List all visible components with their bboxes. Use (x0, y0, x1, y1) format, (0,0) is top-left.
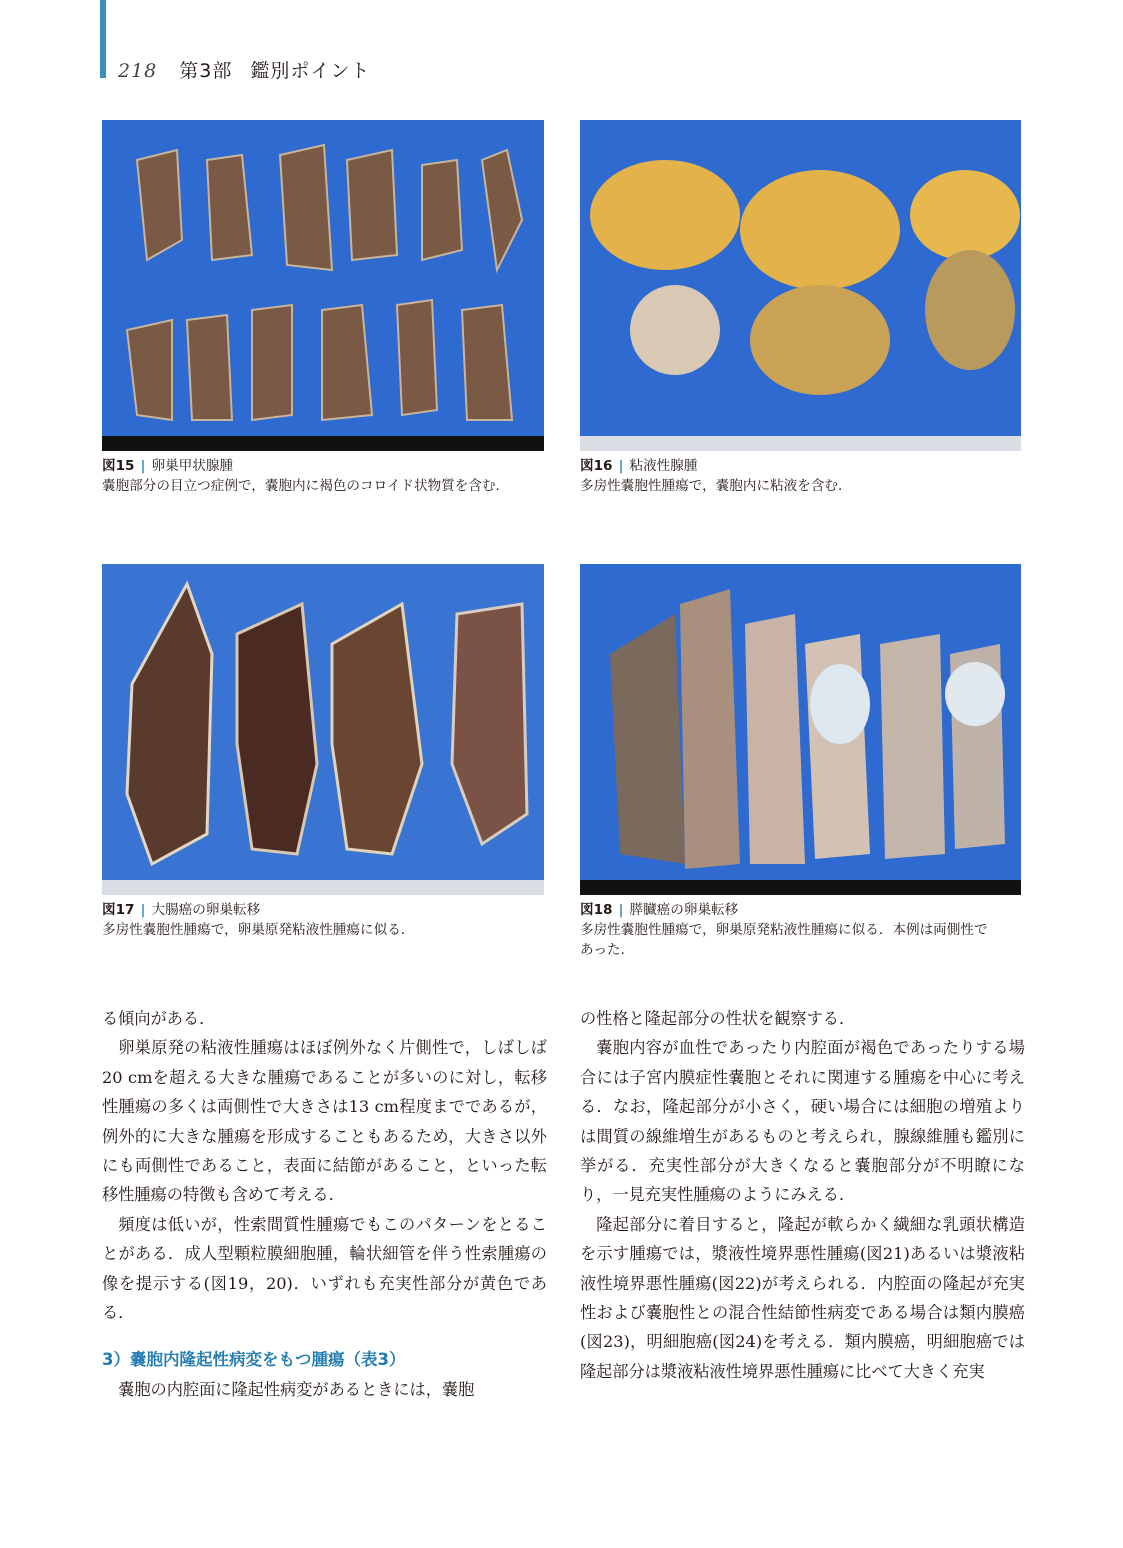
colon-metastasis-image (102, 564, 544, 895)
figure-15 (102, 120, 544, 500)
figure-18-desc-line2: あった． (580, 942, 635, 958)
figure-18-caption: 図18 | 膵臓癌の卵巣転移 多房性嚢胞性腫瘍で，卵巣原発粘液性腫瘍に似る．本例は両側性で あった． (580, 902, 988, 958)
section-heading: 3）嚢胞内隆起性病変をもつ腫瘍（表3） (102, 1350, 406, 1370)
figure-17-title: 大腸癌の卵巣転移 (151, 902, 261, 918)
figure-17-photo (102, 564, 544, 895)
left-paragraph-3: 頻度は低いが，性索間質性腫瘍でもこのパターンをとることがある．成人型顆粒膜細胞腫，輪状細管を伴う性索腫瘍の像を提示する(図19，20)．いずれも充実性部分が黄色である． (102, 1214, 547, 1323)
figure-16-label: 図16 (580, 458, 613, 474)
right-paragraph-3: 隆起部分に着目すると，隆起が軟らかく繊細な乳頭状構造を示す腫瘍では，漿液性境界悪性腫瘍(図21)あるいは漿液粘液性境界悪性腫瘍(図22)が考えられる．内腔面の隆起が充実性および嚢胞性との混合性結節性病変である場合は類内膜癌(図23)，明細胞癌(図24)を考える．類内膜癌，明細胞癌では隆起部分は漿液粘液性境界悪性腫瘍に比べて大きく充実 (580, 1214, 1025, 1381)
thyroid-specimen-image (102, 120, 544, 451)
figure-16-photo (580, 120, 1021, 451)
figure-15-title: 卵巣甲状腺腫 (151, 458, 234, 474)
figure-16-desc: 多房性嚢胞性腫瘍で，嚢胞内に粘液を含む． (580, 478, 852, 494)
figure-17-ruler (102, 880, 544, 895)
figure-16 (580, 120, 1021, 500)
figure-15-ruler (102, 436, 544, 451)
figure-16-ruler (580, 436, 1021, 451)
left-column (102, 1004, 547, 1404)
figure-17-label: 図17 (102, 902, 135, 918)
figure-18-desc-line1: 多房性嚢胞性腫瘍で，卵巣原発粘液性腫瘍に似る．本例は両側性で (580, 922, 988, 938)
left-paragraph-2: 卵巣原発の粘液性腫瘍はほぼ例外なく片側性で，しばしば20 cmを超える大きな腫瘍であることが多いのに対し，転移性腫瘍の多くは両側性で大きさは13 cm程度までであるが，例外的に大きな腫瘍を形成することもあるため，大きさ以外にも両側性であること，表面に結節があること，といった転移性腫瘍の特徴も含めて考える． (102, 1038, 547, 1205)
accent-bar (100, 0, 106, 78)
figure-15-desc: 嚢胞部分の目立つ症例で，嚢胞内に褐色のコロイド状物質を含む． (102, 478, 510, 494)
page-number: 218 (118, 60, 158, 82)
right-column (580, 1004, 1025, 1386)
figure-15-label: 図15 (102, 458, 135, 474)
left-paragraph-4: 嚢胞の内腔面に隆起性病変があるときには，嚢胞 (118, 1379, 475, 1399)
figure-18-ruler (580, 880, 1021, 895)
figure-15-photo (102, 120, 544, 451)
part-label: 第3部 (179, 60, 233, 82)
figure-18 (580, 564, 1021, 964)
figure-18-title: 膵臓癌の卵巣転移 (629, 902, 739, 918)
mucinous-specimen-image (580, 120, 1021, 451)
pancreas-metastasis-image (580, 564, 1021, 895)
figure-15-caption: 図15 | 卵巣甲状腺腫 嚢胞部分の目立つ症例で，嚢胞内に褐色のコロイド状物質を含む． (102, 458, 510, 494)
figure-17-desc: 多房性嚢胞性腫瘍で，卵巣原発粘液性腫瘍に似る． (102, 922, 415, 938)
figure-18-photo (580, 564, 1021, 895)
figure-16-title: 粘液性腺腫 (629, 458, 698, 474)
running-header (118, 56, 370, 83)
left-paragraph-1: る傾向がある． (102, 1009, 216, 1028)
figure-16-caption: 図16 | 粘液性腺腫 多房性嚢胞性腫瘍で，嚢胞内に粘液を含む． (580, 458, 852, 494)
section-title: 鑑別ポイント (250, 60, 371, 82)
right-paragraph-2: 嚢胞内容が血性であったり内腔面が褐色であったりする場合には子宮内膜症性嚢胞とそれに関連する腫瘍を中心に考える．なお，隆起部分が小さく，硬い場合には細胞の増殖よりは間質の線維増生があるものと考えられ，腺線維腫も鑑別に挙がる．充実性部分が大きくなると嚢胞部分が不明瞭になり，一見充実性腫瘍のようにみえる． (580, 1038, 1025, 1205)
figure-17-caption: 図17 | 大腸癌の卵巣転移 多房性嚢胞性腫瘍で，卵巣原発粘液性腫瘍に似る． (102, 902, 415, 938)
figure-18-label: 図18 (580, 902, 613, 918)
right-paragraph-1: の性格と隆起部分の性状を観察する． (580, 1009, 856, 1028)
figure-17 (102, 564, 544, 944)
